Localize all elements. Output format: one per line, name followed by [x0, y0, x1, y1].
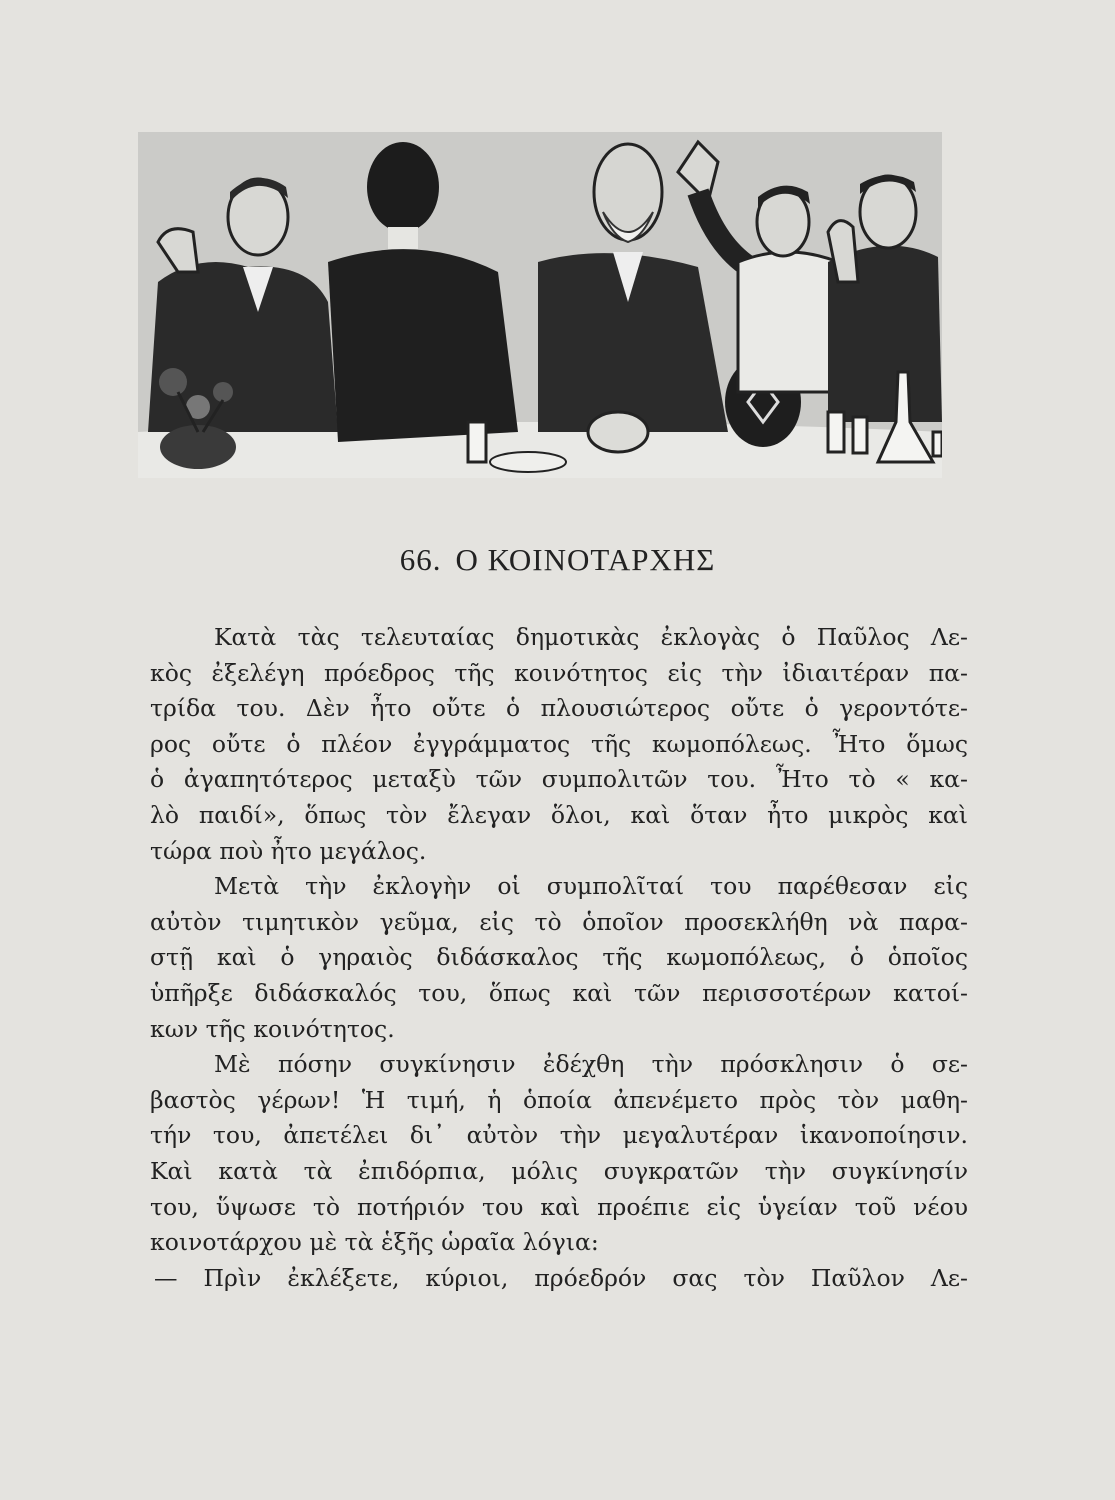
paragraph — [150, 620, 968, 869]
text-line: ὁ ἀγαπητότερος μεταξὺ τῶν συμπολιτῶν του. Ἦτο τὸ « κα- — [150, 765, 968, 794]
text-line: ρος οὔτε ὁ πλέον ἐγγράμματος τῆς κωμοπόλεως. Ἦτο ὅμως — [150, 729, 968, 758]
chapter-number: 66. — [399, 542, 442, 577]
text-line: κων τῆς κοινότητος. — [150, 1014, 395, 1043]
text-line: Κατὰ τὰς τελευταίας δημοτικὰς ἐκλογὰς ὁ Παῦλος Λε- — [214, 623, 968, 651]
text-line: Μετὰ τὴν ἐκλογὴν οἱ συμπολῖταί του παρέθεσαν εἰς — [214, 872, 968, 901]
paragraph — [150, 1047, 968, 1261]
text-line: τρίδα του. Δὲν ἦτο οὔτε ὁ πλουσιώτερος οὔτε ὁ γεροντότε- — [150, 694, 968, 723]
text-line: — Πρὶν ἐκλέξετε, κύριοι, πρόεδρόν σας τὸν Παῦλον Λε- — [154, 1263, 968, 1292]
text-line: κὸς ἐξελέγη πρόεδρος τῆς κοινότητος εἰς τὴν ἰδιαιτέραν πα- — [150, 658, 968, 687]
text-line: λὸ παιδί», ὅπως τὸν ἔλεγαν ὅλοι, καὶ ὅταν ἦτο μικρὸς καὶ — [150, 800, 968, 829]
text-line: του, ὕψωσε τὸ ποτήριόν του καὶ προέπιε εἰς ὑγείαν τοῦ νέου — [150, 1192, 968, 1221]
text-line: αὐτὸν τιμητικὸν γεῦμα, εἰς τὸ ὁποῖον προσεκλήθη νὰ παρα- — [150, 907, 968, 936]
chapter-heading — [0, 542, 1115, 578]
chapter-title: Ο ΚΟΙΝΟΤΑΡΧΗΣ — [455, 542, 716, 577]
chapter-body — [150, 620, 968, 1296]
paragraph — [150, 869, 968, 1047]
men-toasting-at-dinner-icon — [138, 132, 942, 478]
banquet-illustration — [138, 132, 942, 478]
text-line: Καὶ κατὰ τὰ ἐπιδόρπια, μόλις συγκρατῶν τὴν συγκίνησίν — [150, 1156, 968, 1185]
text-line: ὑπῆρξε διδάσκαλός του, ὅπως καὶ τῶν περισσοτέρων κατοί- — [150, 978, 968, 1007]
paragraph — [150, 1261, 968, 1297]
text-line: βαστὸς γέρων! Ἡ τιμή, ἡ ὁποία ἀπενέμετο πρὸς τὸν μαθη- — [150, 1085, 968, 1114]
text-line: Μὲ πόσην συγκίνησιν ἐδέχθη τὴν πρόσκλησιν ὁ σε- — [214, 1050, 968, 1079]
text-line: κοινοτάρχου μὲ τὰ ἑξῆς ὡραῖα λόγια: — [150, 1228, 599, 1257]
text-line: στῇ καὶ ὁ γηραιὸς διδάσκαλος τῆς κωμοπόλεως, ὁ ὁποῖος — [150, 943, 968, 972]
text-line: τώρα ποὺ ἦτο μεγάλος. — [150, 836, 427, 865]
text-line: τήν του, ἀπετέλει δι᾽ αὐτὸν τὴν μεγαλυτέραν ἱκανοποίησιν. — [150, 1121, 968, 1150]
